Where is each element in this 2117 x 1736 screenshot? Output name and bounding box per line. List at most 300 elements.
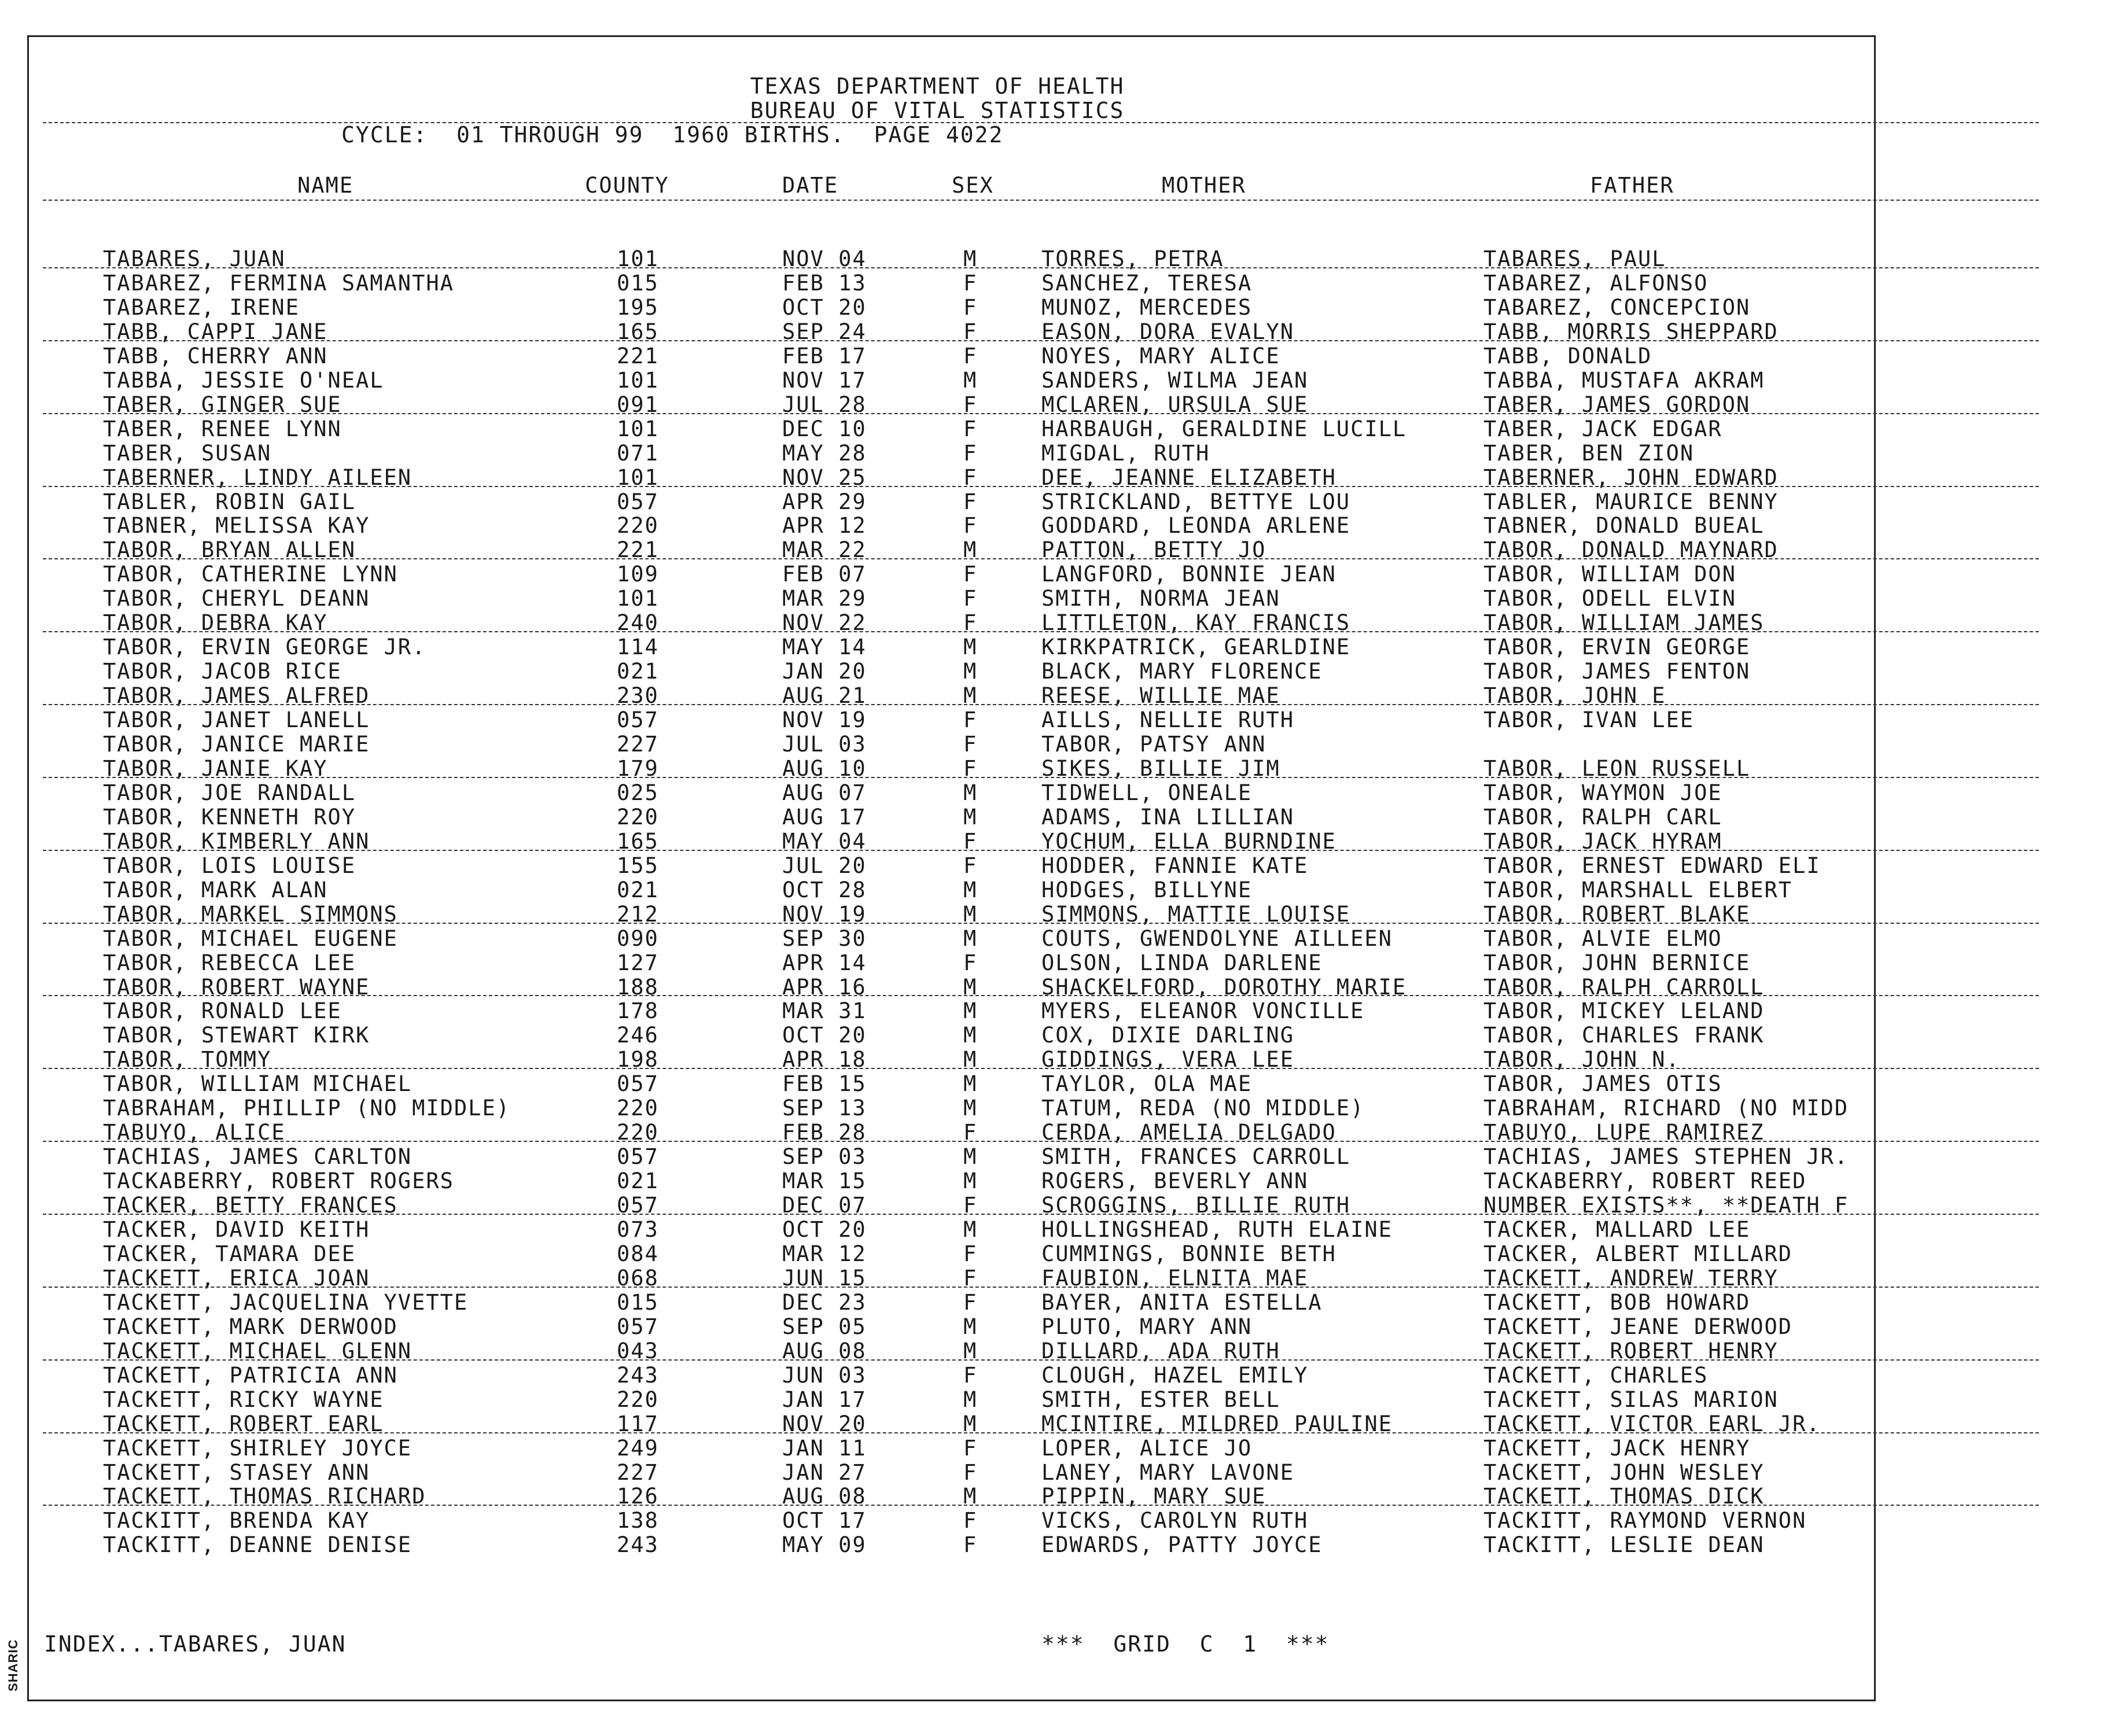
cell-mother: TATUM, REDA (NO MIDDLE): [1041, 1096, 1365, 1121]
divider: [43, 850, 2039, 851]
cell-sex: M: [963, 1096, 978, 1121]
cell-date: AUG 17: [782, 805, 867, 830]
divider: [43, 995, 2039, 996]
cell-county: 227: [617, 1460, 659, 1485]
cell-mother: BLACK, MARY FLORENCE: [1041, 659, 1323, 684]
cell-date: SEP 03: [782, 1144, 867, 1169]
cell-sex: F: [963, 1436, 978, 1461]
cell-father: TACKITT, LESLIE DEAN: [1483, 1532, 1765, 1557]
cell-date: SEP 30: [782, 926, 867, 951]
cell-name: TABLER, ROBIN GAIL: [103, 489, 356, 514]
cell-father: TACKETT, JOHN WESLEY: [1483, 1460, 1765, 1485]
cell-father: TABOR, ODELL ELVIN: [1483, 586, 1736, 611]
cell-father: TABOR, LEON RUSSELL: [1483, 756, 1751, 781]
cell-date: JAN 17: [782, 1387, 867, 1412]
cell-county: 068: [617, 1266, 659, 1291]
cell-name: TABOR, ROBERT WAYNE: [103, 975, 370, 1000]
cell-county: 220: [617, 1120, 659, 1145]
cell-county: 165: [617, 319, 659, 344]
cell-sex: M: [963, 1411, 978, 1436]
cell-date: FEB 17: [782, 344, 867, 368]
cell-name: TABB, CHERRY ANN: [103, 344, 328, 368]
cell-name: TABUYO, ALICE: [103, 1120, 286, 1145]
cell-mother: LITTLETON, KAY FRANCIS: [1041, 610, 1351, 635]
table-row: [0, 878, 2117, 902]
cell-mother: PLUTO, MARY ANN: [1041, 1314, 1253, 1339]
cell-county: 057: [617, 489, 659, 514]
cell-date: OCT 20: [782, 295, 867, 320]
cell-date: DEC 23: [782, 1290, 867, 1315]
cell-father: TABER, BEN ZION: [1483, 441, 1695, 466]
cell-date: OCT 28: [782, 878, 867, 902]
cell-father: TACKER, ALBERT MILLARD: [1483, 1241, 1793, 1266]
cell-county: 243: [617, 1532, 659, 1557]
cell-name: TABOR, MICHAEL EUGENE: [103, 926, 398, 951]
cell-mother: CUMMINGS, BONNIE BETH: [1041, 1241, 1337, 1266]
cell-sex: F: [963, 756, 978, 781]
cell-county: 057: [617, 1071, 659, 1096]
cell-county: 114: [617, 635, 659, 659]
cell-county: 073: [617, 1217, 659, 1242]
cell-sex: F: [963, 610, 978, 635]
table-row: [0, 1533, 2117, 1557]
cell-sex: F: [963, 1266, 978, 1291]
table-row: [0, 805, 2117, 830]
cell-sex: M: [963, 1144, 978, 1169]
cell-name: TABOR, LOIS LOUISE: [103, 853, 356, 878]
cell-sex: F: [963, 732, 978, 757]
cell-sex: F: [963, 465, 978, 490]
cell-father: TABERNER, JOHN EDWARD: [1483, 465, 1779, 490]
cell-name: TACKABERRY, ROBERT ROGERS: [103, 1169, 454, 1193]
cell-sex: F: [963, 441, 978, 466]
cell-name: TACKER, BETTY FRANCES: [103, 1193, 398, 1218]
cell-name: TACKITT, DEANNE DENISE: [103, 1532, 413, 1557]
cell-mother: CLOUGH, HAZEL EMILY: [1041, 1363, 1309, 1388]
cell-mother: MCINTIRE, MILDRED PAULINE: [1041, 1411, 1393, 1436]
cell-father: TABOR, ROBERT BLAKE: [1483, 902, 1751, 927]
cell-mother: LANGFORD, BONNIE JEAN: [1041, 562, 1337, 587]
cell-father: TABER, JACK EDGAR: [1483, 417, 1722, 441]
cell-mother: VICKS, CAROLYN RUTH: [1041, 1508, 1309, 1533]
cell-father: TABOR, JOHN N.: [1483, 1047, 1680, 1072]
cell-name: TABER, GINGER SUE: [103, 392, 342, 417]
cell-date: FEB 07: [782, 562, 867, 587]
cell-father: TABAREZ, ALFONSO: [1483, 271, 1709, 296]
cell-name: TABOR, JACOB RICE: [103, 659, 342, 684]
cell-father: TABOR, DONALD MAYNARD: [1483, 537, 1779, 562]
cell-date: APR 12: [782, 513, 867, 538]
table-row: [0, 854, 2117, 878]
table-row: [0, 732, 2117, 757]
cell-father: TABOR, WILLIAM DON: [1483, 562, 1736, 587]
cell-name: TABNER, MELISSA KAY: [103, 513, 370, 538]
cell-father: TABOR, WILLIAM JAMES: [1483, 610, 1765, 635]
cell-name: TABOR, JANICE MARIE: [103, 732, 370, 757]
cell-name: TABOR, JANET LANELL: [103, 707, 370, 732]
cell-father: TABB, DONALD: [1483, 344, 1652, 368]
cell-father: TACKETT, BOB HOWARD: [1483, 1290, 1751, 1315]
cell-name: TABARES, JUAN: [103, 246, 286, 271]
table-row: [0, 296, 2117, 320]
cell-date: APR 14: [782, 950, 867, 975]
cell-name: TABER, RENEE LYNN: [103, 417, 342, 441]
cell-mother: PATTON, BETTY JO: [1041, 537, 1266, 562]
cell-sex: M: [963, 659, 978, 684]
cell-county: 178: [617, 998, 659, 1023]
cell-mother: REESE, WILLIE MAE: [1041, 683, 1280, 708]
table-row: [0, 1461, 2117, 1485]
cell-sex: M: [963, 878, 978, 902]
cell-date: FEB 15: [782, 1071, 867, 1096]
cell-father: TABAREZ, CONCEPCION: [1483, 295, 1751, 320]
cell-sex: M: [963, 805, 978, 830]
cell-mother: MYERS, ELEANOR VONCILLE: [1041, 998, 1365, 1023]
cell-sex: M: [963, 1169, 978, 1193]
cell-county: 109: [617, 562, 659, 587]
footer-grid: *** GRID C 1 ***: [1041, 1631, 1330, 1657]
cell-name: TABOR, WILLIAM MICHAEL: [103, 1071, 413, 1096]
cell-county: 117: [617, 1411, 659, 1436]
cell-county: 015: [617, 1290, 659, 1315]
cell-name: TACKETT, MARK DERWOOD: [103, 1314, 398, 1339]
table-row: [0, 927, 2117, 951]
col-header-father: FATHER: [1590, 173, 1674, 198]
table-row: [0, 562, 2117, 587]
cell-father: TABOR, IVAN LEE: [1483, 707, 1695, 732]
cell-mother: HARBAUGH, GERALDINE LUCILL: [1041, 417, 1407, 441]
cell-mother: OLSON, LINDA DARLENE: [1041, 950, 1323, 975]
cell-county: 071: [617, 441, 659, 466]
table-row: [0, 1388, 2117, 1412]
cell-father: TABOR, ERNEST EDWARD ELI: [1483, 853, 1821, 878]
divider: [43, 1287, 2039, 1288]
cell-date: AUG 21: [782, 683, 867, 708]
cell-sex: F: [963, 392, 978, 417]
cell-father: TABOR, CHARLES FRANK: [1483, 1023, 1765, 1048]
cell-county: 212: [617, 902, 659, 927]
cell-county: 021: [617, 659, 659, 684]
divider: [43, 1214, 2039, 1215]
col-header-date: DATE: [782, 173, 839, 198]
cell-name: TACKETT, STASEY ANN: [103, 1460, 370, 1485]
cell-mother: SIKES, BILLIE JIM: [1041, 756, 1280, 781]
divider: [43, 1141, 2039, 1142]
table-row: [0, 1218, 2117, 1242]
cell-mother: SMITH, FRANCES CARROLL: [1041, 1144, 1351, 1169]
cell-name: TABOR, TOMMY: [103, 1047, 272, 1072]
cell-father: TABB, MORRIS SHEPPARD: [1483, 319, 1779, 344]
cell-father: TABOR, ERVIN GEORGE: [1483, 635, 1751, 659]
cell-name: TABOR, REBECCA LEE: [103, 950, 356, 975]
cell-county: 138: [617, 1508, 659, 1533]
cell-county: 091: [617, 392, 659, 417]
cell-sex: F: [963, 707, 978, 732]
cell-sex: M: [963, 780, 978, 805]
cell-date: MAR 22: [782, 537, 867, 562]
table-row: [0, 1072, 2117, 1096]
cell-county: 043: [617, 1339, 659, 1363]
cell-county: 220: [617, 1387, 659, 1412]
cell-father: TABNER, DONALD BUEAL: [1483, 513, 1765, 538]
cell-mother: SMITH, NORMA JEAN: [1041, 586, 1280, 611]
cell-county: 101: [617, 246, 659, 271]
side-label: [3, 1641, 23, 1693]
cell-name: TABOR, RONALD LEE: [103, 998, 342, 1023]
cell-sex: F: [963, 489, 978, 514]
cell-father: TACKETT, CHARLES: [1483, 1363, 1709, 1388]
cell-county: 220: [617, 805, 659, 830]
cell-date: OCT 20: [782, 1023, 867, 1048]
cell-mother: EDWARDS, PATTY JOYCE: [1041, 1532, 1323, 1557]
cell-county: 101: [617, 586, 659, 611]
cell-mother: AILLS, NELLIE RUTH: [1041, 707, 1294, 732]
cell-sex: F: [963, 513, 978, 538]
cell-name: TABBA, JESSIE O'NEAL: [103, 368, 384, 393]
cell-sex: M: [963, 683, 978, 708]
cell-sex: M: [963, 537, 978, 562]
cell-father: TACKETT, SILAS MARION: [1483, 1387, 1779, 1412]
divider: [43, 267, 2039, 268]
cell-mother: SHACKELFORD, DOROTHY MARIE: [1041, 975, 1407, 1000]
cell-date: JAN 20: [782, 659, 867, 684]
cell-county: 249: [617, 1436, 659, 1461]
cell-name: TABOR, MARKEL SIMMONS: [103, 902, 398, 927]
table-row: [0, 708, 2117, 732]
cell-date: NOV 19: [782, 707, 867, 732]
cell-county: 021: [617, 1169, 659, 1193]
cell-father: TACKABERRY, ROBERT REED: [1483, 1169, 1807, 1193]
cell-name: TABOR, JAMES ALFRED: [103, 683, 370, 708]
cell-sex: F: [963, 1460, 978, 1485]
cell-sex: F: [963, 1363, 978, 1388]
cell-date: NOV 17: [782, 368, 867, 393]
cell-mother: BAYER, ANITA ESTELLA: [1041, 1290, 1323, 1315]
cell-sex: F: [963, 1508, 978, 1533]
cell-sex: F: [963, 295, 978, 320]
cell-mother: SCROGGINS, BILLIE RUTH: [1041, 1193, 1351, 1218]
cell-mother: HOLLINGSHEAD, RUTH ELAINE: [1041, 1217, 1393, 1242]
cell-father: TACKETT, JEANE DERWOOD: [1483, 1314, 1793, 1339]
cell-father: TABOR, ALVIE ELMO: [1483, 926, 1722, 951]
cell-name: TABOR, DEBRA KAY: [103, 610, 328, 635]
cell-date: DEC 07: [782, 1193, 867, 1218]
cell-father: TABOR, JAMES OTIS: [1483, 1071, 1722, 1096]
cell-date: SEP 05: [782, 1314, 867, 1339]
cell-date: NOV 20: [782, 1411, 867, 1436]
cell-sex: M: [963, 1387, 978, 1412]
cell-county: 057: [617, 707, 659, 732]
table-row: [0, 1315, 2117, 1339]
cell-name: TABERNER, LINDY AILEEN: [103, 465, 413, 490]
cell-mother: SMITH, ESTER BELL: [1041, 1387, 1280, 1412]
cell-sex: M: [963, 1484, 978, 1509]
table-row: [0, 781, 2117, 805]
cell-mother: CERDA, AMELIA DELGADO: [1041, 1120, 1337, 1145]
cell-mother: SANDERS, WILMA JEAN: [1041, 368, 1309, 393]
cell-father: TABOR, RALPH CARL: [1483, 805, 1722, 830]
cell-date: JUN 15: [782, 1266, 867, 1291]
header-cycle: CYCLE: 01 THROUGH 99 1960 BIRTHS. PAGE 4022: [341, 122, 1004, 148]
cell-sex: F: [963, 853, 978, 878]
table-row: [0, 951, 2117, 975]
cell-name: TACHIAS, JAMES CARLTON: [103, 1144, 413, 1169]
cell-county: 025: [617, 780, 659, 805]
cell-sex: F: [963, 950, 978, 975]
cell-date: APR 29: [782, 489, 867, 514]
cell-date: SEP 13: [782, 1096, 867, 1121]
cell-sex: M: [963, 1023, 978, 1048]
cell-mother: GIDDINGS, VERA LEE: [1041, 1047, 1294, 1072]
cell-county: 057: [617, 1193, 659, 1218]
divider: [43, 200, 2039, 201]
cell-county: 227: [617, 732, 659, 757]
cell-county: 127: [617, 950, 659, 975]
cell-father: TABOR, JOHN E: [1483, 683, 1666, 708]
cell-name: TABOR, STEWART KIRK: [103, 1023, 370, 1048]
divider: [43, 1359, 2039, 1361]
cell-county: 084: [617, 1241, 659, 1266]
cell-county: 220: [617, 513, 659, 538]
cell-date: NOV 22: [782, 610, 867, 635]
cell-name: TABRAHAM, PHILLIP (NO MIDDLE): [103, 1096, 511, 1121]
cell-father: TABOR, JACK HYRAM: [1483, 829, 1722, 854]
cell-mother: KIRKPATRICK, GEARLDINE: [1041, 635, 1351, 659]
cell-county: 179: [617, 756, 659, 781]
cell-name: TABOR, KENNETH ROY: [103, 805, 356, 830]
cell-date: NOV 19: [782, 902, 867, 927]
cell-mother: TORRES, PETRA: [1041, 246, 1224, 271]
cell-mother: ADAMS, INA LILLIAN: [1041, 805, 1294, 830]
cell-father: TACKETT, THOMAS DICK: [1483, 1484, 1765, 1509]
cell-name: TACKETT, ROBERT EARL: [103, 1411, 384, 1436]
cell-date: MAR 12: [782, 1241, 867, 1266]
cell-father: NUMBER EXISTS**, **DEATH F: [1483, 1193, 1849, 1218]
cell-father: TACKETT, VICTOR EARL JR.: [1483, 1411, 1821, 1436]
cell-date: SEP 24: [782, 319, 867, 344]
divider: [43, 631, 2039, 632]
cell-sex: M: [963, 975, 978, 1000]
cell-mother: MUNOZ, MERCEDES: [1041, 295, 1253, 320]
cell-mother: STRICKLAND, BETTYE LOU: [1041, 489, 1351, 514]
cell-county: 165: [617, 829, 659, 854]
cell-county: 246: [617, 1023, 659, 1048]
cell-mother: HODGES, BILLYNE: [1041, 878, 1253, 902]
cell-county: 243: [617, 1363, 659, 1388]
cell-county: 101: [617, 368, 659, 393]
divider: [43, 777, 2039, 778]
cell-date: MAY 04: [782, 829, 867, 854]
cell-county: 126: [617, 1484, 659, 1509]
cell-date: JUL 28: [782, 392, 867, 417]
cell-mother: HODDER, FANNIE KATE: [1041, 853, 1309, 878]
footer-index: INDEX...TABARES, JUAN: [44, 1631, 347, 1657]
cell-mother: LOPER, ALICE JO: [1041, 1436, 1253, 1461]
cell-sex: M: [963, 368, 978, 393]
cell-county: 101: [617, 465, 659, 490]
cell-mother: NOYES, MARY ALICE: [1041, 344, 1280, 368]
cell-sex: F: [963, 586, 978, 611]
cell-father: TABER, JAMES GORDON: [1483, 392, 1751, 417]
cell-sex: M: [963, 1047, 978, 1072]
cell-sex: M: [963, 635, 978, 659]
cell-father: TABOR, JAMES FENTON: [1483, 659, 1751, 684]
cell-mother: FAUBION, ELNITA MAE: [1041, 1266, 1309, 1291]
table-row: [0, 1291, 2117, 1315]
divider: [43, 486, 2039, 487]
cell-county: 101: [617, 417, 659, 441]
cell-mother: YOCHUM, ELLA BURNDINE: [1041, 829, 1337, 854]
cell-date: JAN 11: [782, 1436, 867, 1461]
table-row: [0, 514, 2117, 538]
divider: [43, 340, 2039, 341]
cell-sex: F: [963, 1532, 978, 1557]
divider: [43, 413, 2039, 414]
cell-father: TABLER, MAURICE BENNY: [1483, 489, 1779, 514]
cell-sex: M: [963, 1071, 978, 1096]
cell-sex: F: [963, 319, 978, 344]
cell-county: 195: [617, 295, 659, 320]
col-header-county: COUNTY: [585, 173, 669, 198]
cell-mother: ROGERS, BEVERLY ANN: [1041, 1169, 1309, 1193]
cell-county: 230: [617, 683, 659, 708]
cell-mother: TABOR, PATSY ANN: [1041, 732, 1266, 757]
cell-name: TABOR, ERVIN GEORGE JR.: [103, 635, 426, 659]
cell-date: OCT 20: [782, 1217, 867, 1242]
cell-sex: M: [963, 902, 978, 927]
cell-father: TACKETT, ANDREW TERRY: [1483, 1266, 1779, 1291]
cell-father: TABOR, MARSHALL ELBERT: [1483, 878, 1793, 902]
table-row: [0, 1363, 2117, 1388]
cell-date: AUG 07: [782, 780, 867, 805]
cell-name: TACKETT, MICHAEL GLENN: [103, 1339, 413, 1363]
cell-name: TABAREZ, IRENE: [103, 295, 300, 320]
cell-father: TACKETT, JACK HENRY: [1483, 1436, 1751, 1461]
cell-sex: M: [963, 1217, 978, 1242]
cell-name: TABOR, KIMBERLY ANN: [103, 829, 370, 854]
cell-name: TABOR, JANIE KAY: [103, 756, 328, 781]
divider: [43, 704, 2039, 705]
table-row: [0, 1436, 2117, 1461]
cell-county: 198: [617, 1047, 659, 1072]
cell-mother: GODDARD, LEONDA ARLENE: [1041, 513, 1351, 538]
cell-date: FEB 13: [782, 271, 867, 296]
cell-name: TACKETT, PATRICIA ANN: [103, 1363, 398, 1388]
table-row: [0, 1145, 2117, 1169]
table-row: [0, 490, 2117, 514]
cell-father: TABARES, PAUL: [1483, 246, 1666, 271]
header-dept: TEXAS DEPARTMENT OF HEALTH: [750, 73, 1125, 99]
cell-date: MAR 29: [782, 586, 867, 611]
cell-mother: DILLARD, ADA RUTH: [1041, 1339, 1280, 1363]
table-row: [0, 368, 2117, 393]
cell-county: 057: [617, 1144, 659, 1169]
table-row: [0, 1242, 2117, 1266]
cell-date: FEB 28: [782, 1120, 867, 1145]
cell-date: NOV 25: [782, 465, 867, 490]
cell-name: TACKER, TAMARA DEE: [103, 1241, 356, 1266]
cell-father: TABOR, JOHN BERNICE: [1483, 950, 1751, 975]
divider: [43, 923, 2039, 924]
table-row: [0, 1023, 2117, 1048]
cell-mother: PIPPIN, MARY SUE: [1041, 1484, 1266, 1509]
cell-county: 155: [617, 853, 659, 878]
divider: [43, 558, 2039, 559]
cell-sex: M: [963, 926, 978, 951]
cell-name: TABOR, CHERYL DEANN: [103, 586, 370, 611]
cell-sex: M: [963, 246, 978, 271]
cell-county: 221: [617, 537, 659, 562]
